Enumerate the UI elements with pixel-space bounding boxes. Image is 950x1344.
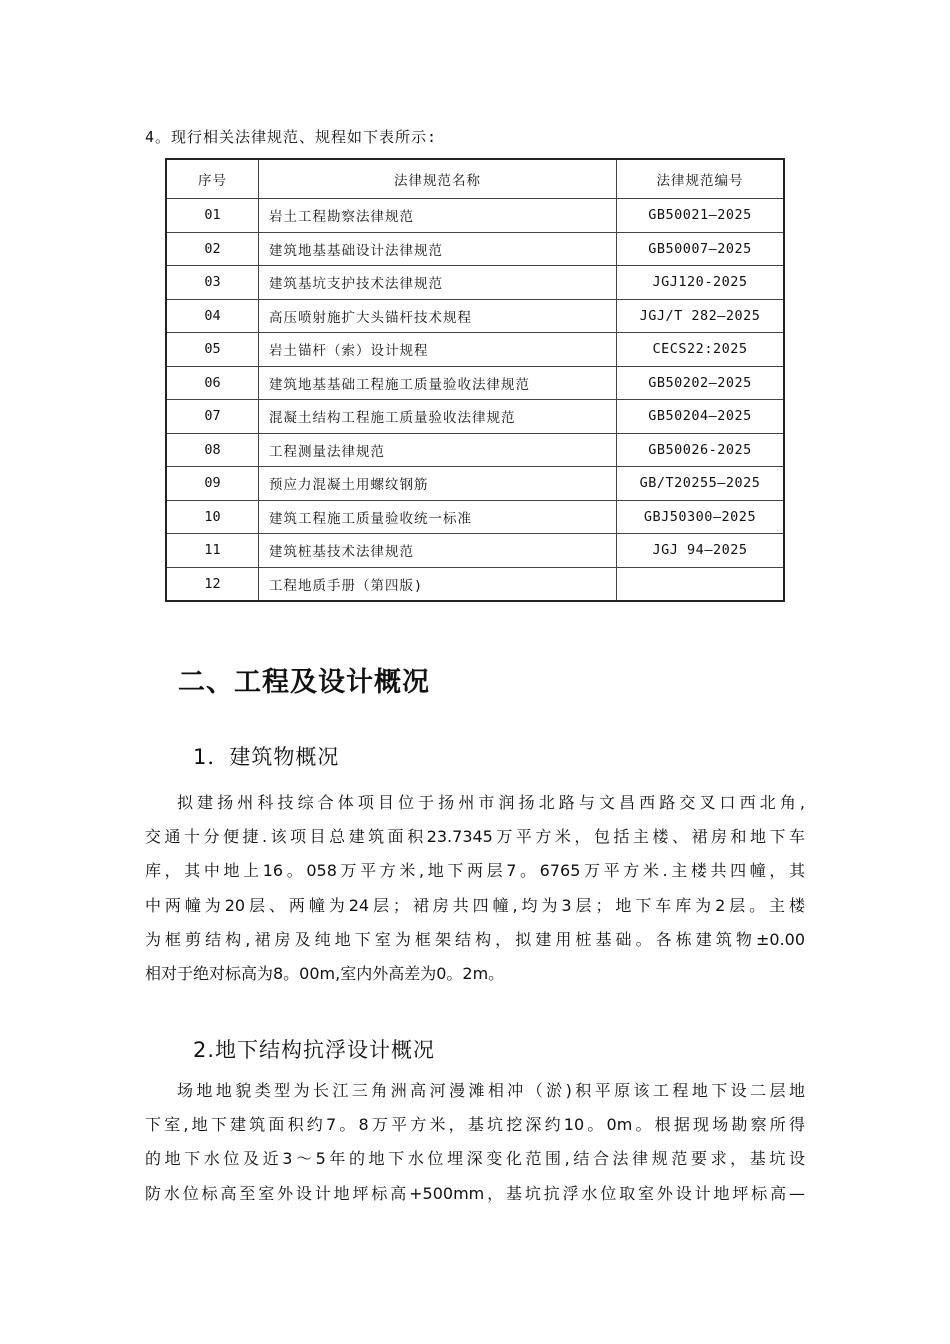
paragraph-line: 场地地貌类型为长江三角洲高河漫滩相冲（淤)积平原该工程地下设二层地 (177, 1081, 805, 1100)
row-name: 岩土锚杆（索）设计规程 (259, 333, 617, 367)
row-code: JGJ 94—2025 (617, 534, 785, 568)
subsection-title-building: 1．建筑物概况 (193, 745, 340, 769)
row-no: 06 (166, 366, 259, 400)
section-title: 二、工程及设计概况 (178, 667, 430, 698)
row-code (617, 567, 785, 601)
table-row (166, 534, 784, 568)
row-name: 建筑基坑支护技术法律规范 (259, 266, 617, 300)
paragraph-line: 下室,地下建筑面积约7。8万平方米，基坑挖深约10。0m。根据现场勘察所得 (145, 1115, 805, 1135)
paragraph-line: 拟建扬州科技综合体项目位于扬州市润扬北路与文昌西路交叉口西北角, (177, 793, 805, 812)
row-no: 09 (166, 467, 259, 501)
row-name: 岩土工程勘察法律规范 (259, 199, 617, 233)
table-row (166, 299, 784, 333)
row-no: 03 (166, 266, 259, 300)
row-name: 高压喷射施扩大头锚杆技术规程 (259, 299, 617, 333)
paragraph-building-overview (145, 786, 805, 991)
row-no: 10 (166, 500, 259, 534)
row-no: 04 (166, 299, 259, 333)
paragraph-line: 防水位标高至室外设计地坪标高+500mm，基坑抗浮水位取室外设计地坪标高— (145, 1183, 805, 1203)
table-row (166, 467, 784, 501)
row-code: GB/T20255—2025 (617, 467, 785, 501)
table-row (166, 232, 784, 266)
row-code: GB50021—2025 (617, 199, 785, 233)
row-no: 05 (166, 333, 259, 367)
row-name: 建筑桩基技术法律规范 (259, 534, 617, 568)
table-header-row (166, 159, 784, 199)
paragraph-line: 中两幢为20层、两幢为24层；裙房共四幢,均为3层；地下车库为2层。主楼 (145, 895, 805, 915)
law-standards-table (165, 158, 785, 602)
header-name: 法律规范名称 (259, 159, 617, 199)
row-code: GB50007—2025 (617, 232, 785, 266)
paragraph-line: 相对于绝对标高为8。00m,室内外高差为0。2m。 (145, 964, 505, 984)
row-name: 建筑工程施工质量验收统一标准 (259, 500, 617, 534)
row-code: CECS22:2025 (617, 333, 785, 367)
subsection-title-antifloat: 2.地下结构抗浮设计概况 (193, 1038, 436, 1062)
paragraph-line: 交通十分便捷.该项目总建筑面积23.7345万平方米，包括主楼、裙房和地下车 (145, 827, 805, 847)
paragraph-line: 库，其中地上16。058万平方米,地下两层7。6765万平方米.主楼共四幢，其 (145, 861, 805, 881)
row-code: JGJ120-2025 (617, 266, 785, 300)
row-name: 混凝土结构工程施工质量验收法律规范 (259, 400, 617, 434)
table-row (166, 400, 784, 434)
table-row (166, 199, 784, 233)
row-name: 工程测量法律规范 (259, 433, 617, 467)
table-row (166, 366, 784, 400)
row-no: 01 (166, 199, 259, 233)
row-no: 07 (166, 400, 259, 434)
row-no: 12 (166, 567, 259, 601)
table-row (166, 500, 784, 534)
table-row (166, 433, 784, 467)
header-no: 序号 (166, 159, 259, 199)
table-row (166, 333, 784, 367)
row-name: 预应力混凝土用螺纹钢筋 (259, 467, 617, 501)
row-code: GB50202—2025 (617, 366, 785, 400)
row-no: 08 (166, 433, 259, 467)
paragraph-line: 的地下水位及近3～5年的地下水位埋深变化范围,结合法律规范要求，基坑设 (145, 1149, 805, 1169)
table-row (166, 567, 784, 601)
header-code: 法律规范编号 (617, 159, 785, 199)
table-row (166, 266, 784, 300)
row-name: 建筑地基基础工程施工质量验收法律规范 (259, 366, 617, 400)
paragraph-line: 为框剪结构,裙房及纯地下室为框架结构，拟建用桩基础。各栋建筑物±0.00 (145, 929, 805, 949)
row-code: GB50204—2025 (617, 400, 785, 434)
row-no: 11 (166, 534, 259, 568)
row-name: 建筑地基基础设计法律规范 (259, 232, 617, 266)
row-name: 工程地质手册（第四版) (259, 567, 617, 601)
row-code: GBJ50300—2025 (617, 500, 785, 534)
row-code: GB50026-2025 (617, 433, 785, 467)
row-code: JGJ/T 282—2025 (617, 299, 785, 333)
paragraph-antifloat-overview (145, 1074, 805, 1211)
row-no: 02 (166, 232, 259, 266)
intro-text: 4。现行相关法律规范、规程如下表所示: (145, 128, 438, 146)
